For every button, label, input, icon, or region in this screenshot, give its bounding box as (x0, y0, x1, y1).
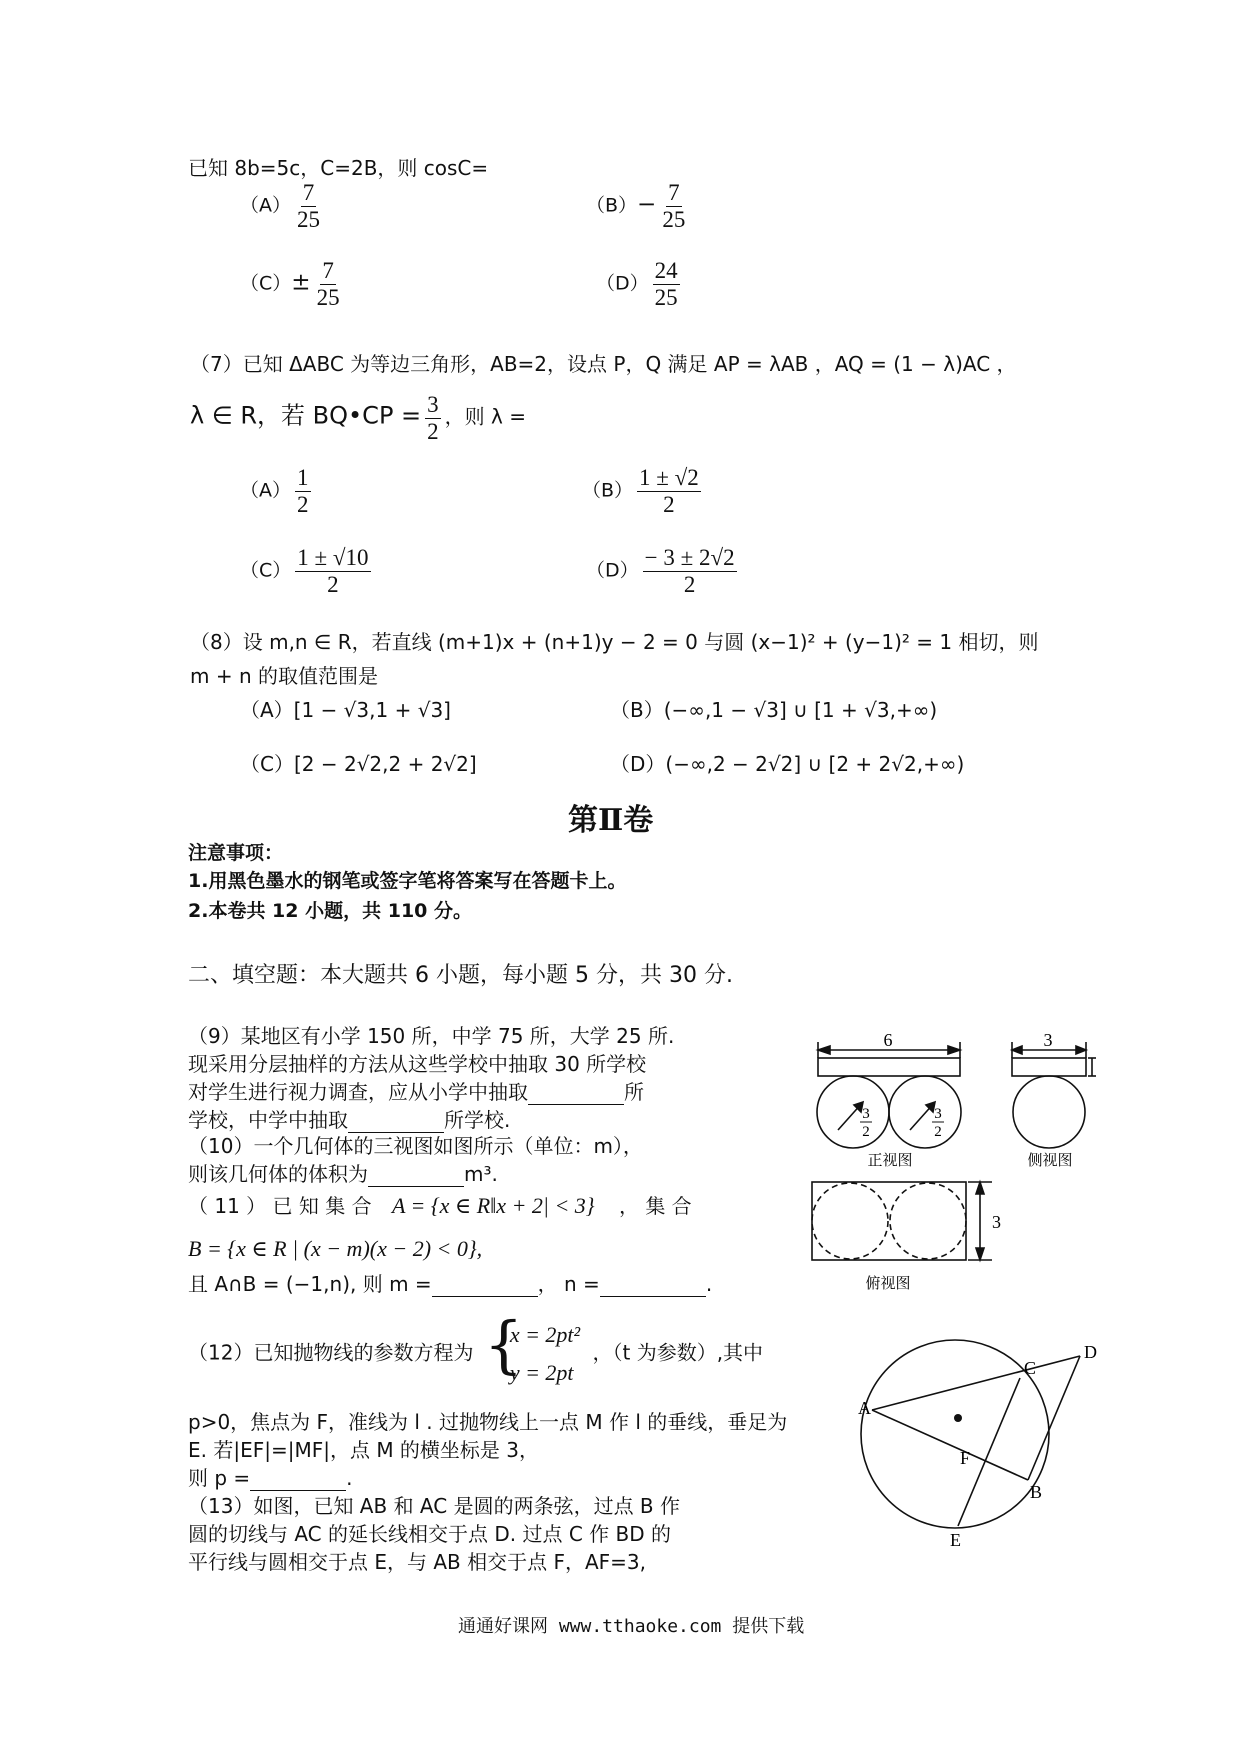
front-radius-den-1: 2 (862, 1124, 870, 1140)
section-heading: 二、填空题：本大题共 6 小题，每小题 5 分，共 30 分. (188, 963, 733, 988)
q6-option-b: （B）− $\frac{7}{25}$ (586, 180, 686, 233)
q6-option-d: （D） $\frac{24}{25}$ (596, 258, 678, 311)
notes-heading: 注意事项： (188, 842, 284, 864)
q12-line1: （12）已知抛物线的参数方程为 { x = 2pt² y = 2pt ，（t 为参数）,其中 (188, 1308, 764, 1385)
q6-option-c: （C）± $\frac{7}{25}$ (240, 258, 340, 311)
q7-stem-line2: λ ∈ R，若 BQ•CP = $\frac{3}{2}$ ，则 λ = (190, 392, 526, 445)
point-d-label: D (1084, 1342, 1097, 1362)
q12-line2: p>0，焦点为 F，准线为 l . 过抛物线上一点 M 作 l 的垂线，垂足为 (188, 1410, 788, 1434)
q10-line2: 则该几何体的体积为 m³. (188, 1162, 498, 1186)
q7-option-c: （C） $\frac{1 \pm √10}{2}$ (240, 545, 369, 598)
front-radius-num-2: 3 (934, 1106, 942, 1122)
point-c-label: C (1024, 1358, 1037, 1378)
side-caption: 侧视图 (1027, 1151, 1073, 1169)
top-caption: 俯视图 (865, 1274, 911, 1292)
q8-option-c: （C）[2 − 2√2,2 + 2√2] (240, 752, 477, 776)
q8-option-b: （B）(−∞,1 − √3] ∪ [1 + √3,+∞) (610, 698, 938, 722)
q8-option-d: （D）(−∞,2 − 2√2] ∪ [2 + 2√2,+∞) (610, 752, 965, 776)
part2-title: 第Ⅱ卷 (568, 803, 654, 838)
q9-line3: 对学生进行视力调查，应从小学中抽取 所 (188, 1080, 644, 1104)
q9-line1: （9）某地区有小学 150 所，中学 75 所，大学 25 所. (188, 1024, 675, 1048)
top-view (812, 1182, 992, 1260)
side-view (1012, 1042, 1096, 1148)
front-radius-den-2: 2 (934, 1124, 942, 1140)
circle-chord-diagram (850, 1330, 1110, 1550)
q7-option-a: （A） $\frac{1}{2}$ (240, 465, 309, 518)
point-a-label: A (858, 1398, 871, 1418)
front-radius-num-1: 3 (862, 1106, 870, 1122)
q8-stem-line2: m + n 的取值范围是 (190, 664, 378, 688)
q12-line4: 则 p = . (188, 1466, 353, 1490)
point-b-label: B (1030, 1482, 1043, 1502)
footer-credit: 通通好课网 www.tthaoke.com 提供下载 (458, 1616, 805, 1637)
q11-line1: （ 11 ） 已 知 集 合 A = {x ∈ R‖x + 2| < 3} ， 集 合 (188, 1193, 692, 1218)
q9-line4: 学校，中学中抽取 所学校. (188, 1108, 511, 1132)
q6-option-a: （A） $\frac{7}{25}$ (240, 180, 320, 233)
q8-option-a: （A）[1 − √3,1 + √3] (240, 698, 451, 722)
front-caption: 正视图 (867, 1151, 913, 1169)
q7-option-b: （B） $\frac{1 \pm √2}{2}$ (582, 465, 699, 518)
note-2: 2.本卷共 12 小题，共 110 分。 (188, 900, 472, 922)
circle-center-dot (954, 1414, 962, 1422)
side-width-label: 3 (1043, 1030, 1053, 1050)
point-f-label: F (960, 1448, 971, 1468)
q12-line3: E. 若|EF|=|MF|，点 M 的横坐标是 3， (188, 1438, 540, 1462)
q13-line1: （13）如图，已知 AB 和 AC 是圆的两条弦，过点 B 作 (188, 1494, 681, 1518)
note-1: 1.用黑色墨水的钢笔或签字笔将答案写在答题卡上。 (188, 870, 627, 892)
q13-line3: 平行线与圆相交于点 E，与 AB 相交于点 F，AF=3, (188, 1550, 646, 1574)
q11-line2: B = {x ∈ R | (x − m)(x − 2) < 0}, (188, 1236, 483, 1261)
q8-stem-line1: （8）设 m,n ∈ R，若直线 (m+1)x + (n+1)y − 2 = 0 与圆 (x−1)² + (y−1)² = 1 相切，则 (190, 630, 1039, 654)
q6-stem: 已知 8b=5c，C=2B，则 cosC= (188, 156, 489, 180)
front-width-label: 6 (883, 1030, 893, 1050)
point-e-label: E (950, 1530, 961, 1550)
q13-line2: 圆的切线与 AC 的延长线相交于点 D. 过点 C 作 BD 的 (188, 1522, 671, 1546)
q9-line2: 现采用分层抽样的方法从这些学校中抽取 30 所学校 (188, 1052, 647, 1076)
three-view-diagram (800, 1030, 1130, 1300)
q11-line3: 且 A∩B = (−1,n), 则 m = ， n = . (188, 1272, 713, 1296)
q7-stem-line1: （7）已知 ΔABC 为等边三角形，AB=2，设点 P，Q 满足 AP = λAB ，AQ = (1 − λ)AC ， (190, 352, 1017, 376)
q7-option-d: （D） $\frac{- 3 \pm 2√2}{2}$ (586, 545, 735, 598)
top-height-label: 3 (992, 1212, 1001, 1232)
q10-line1: （10）一个几何体的三视图如图所示（单位：m）， (188, 1134, 643, 1158)
